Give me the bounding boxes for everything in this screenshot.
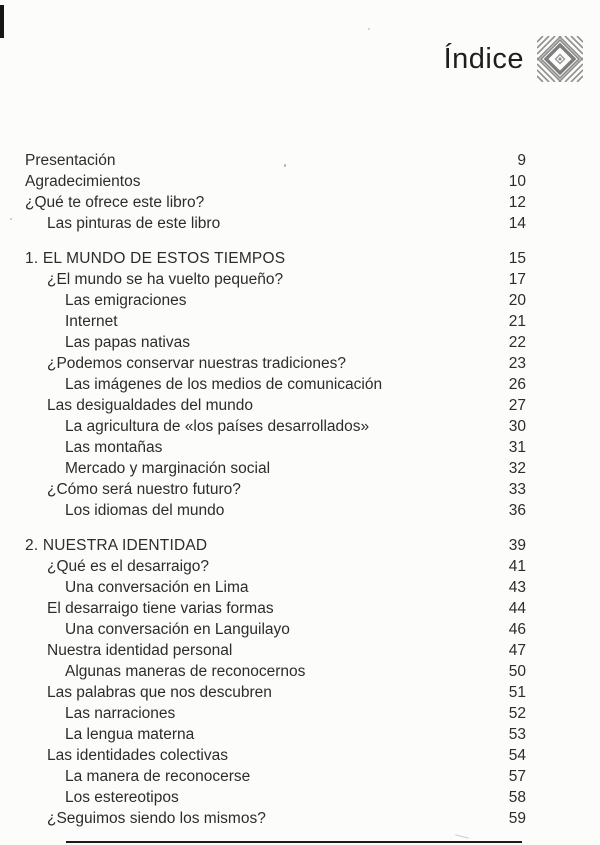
toc-entry-label: ¿Seguimos siendo los mismos?: [47, 810, 266, 827]
toc-entry-page-number: 17: [508, 271, 526, 288]
toc-entry-page-number: 26: [508, 376, 526, 393]
toc-entry-label: Las palabras que nos descubren: [47, 684, 272, 701]
toc-entry-page-number: 47: [508, 642, 526, 659]
scan-artifact-speck: [368, 28, 370, 30]
toc-entry-label: Algunas maneras de reconocernos: [65, 663, 306, 680]
toc-section-chapter-1: [25, 248, 526, 521]
toc-entry-row: [25, 766, 526, 787]
toc-entry-row: [25, 745, 526, 766]
toc-entry-page-number: 21: [508, 313, 526, 330]
toc-entry-row: [25, 458, 526, 479]
toc-entry-page-number: 53: [508, 726, 526, 743]
toc-entry-row: [25, 577, 526, 598]
toc-entry-row: [25, 353, 526, 374]
toc-entry-row: [25, 213, 526, 234]
andean-textile-diamond-icon: [537, 36, 583, 82]
toc-entry-label: Agradecimientos: [25, 173, 141, 190]
toc-entry-page-number: 22: [508, 334, 526, 351]
toc-entry-row: [25, 437, 526, 458]
toc-entry-page-number: 52: [508, 705, 526, 722]
toc-entry-page-number: 14: [508, 215, 526, 232]
toc-entry-row: [25, 171, 526, 192]
scan-artifact-speck: [10, 218, 12, 220]
toc-entry-label: La manera de reconocerse: [65, 768, 251, 785]
toc-entry-page-number: 41: [508, 558, 526, 575]
toc-entry-label: ¿Qué te ofrece este libro?: [25, 194, 205, 211]
scan-artifact-smudge: [455, 834, 469, 838]
toc-entry-row: [25, 640, 526, 661]
toc-entry-label: Las narraciones: [65, 705, 176, 722]
toc-entry-row: [25, 150, 526, 171]
toc-entry-page-number: 39: [508, 537, 526, 554]
toc-entry-label: Una conversación en Languilayo: [65, 621, 290, 638]
toc-entry-page-number: 59: [508, 810, 526, 827]
toc-entry-row: [25, 332, 526, 353]
toc-entry-page-number: 20: [508, 292, 526, 309]
toc-entry-label: Las imágenes de los medios de comunicación: [65, 376, 383, 393]
scan-artifact-bottom-line: [66, 841, 522, 843]
toc-entry-page-number: 57: [508, 768, 526, 785]
toc-chapter-row: [25, 248, 526, 269]
toc-entry-page-number: 51: [508, 684, 526, 701]
toc-entry-label: Los idiomas del mundo: [65, 502, 225, 519]
toc-entry-label: ¿Podemos conservar nuestras tradiciones?: [47, 355, 346, 372]
toc-entry-label: Internet: [65, 313, 118, 330]
toc-entry-label: ¿Cómo será nuestro futuro?: [47, 481, 241, 498]
toc-entry-page-number: 44: [508, 600, 526, 617]
toc-entry-page-number: 50: [508, 663, 526, 680]
toc-entry-row: [25, 290, 526, 311]
toc-entry-row: [25, 703, 526, 724]
toc-entry-row: [25, 556, 526, 577]
toc-entry-page-number: 10: [508, 173, 526, 190]
toc-entry-row: [25, 808, 526, 829]
toc-entry-page-number: 32: [508, 460, 526, 477]
toc-entry-label: Los estereotipos: [65, 789, 179, 806]
toc-entry-row: [25, 395, 526, 416]
toc-entry-row: [25, 787, 526, 808]
toc-entry-page-number: 27: [508, 397, 526, 414]
page-title: Índice: [443, 42, 524, 75]
toc-entry-row: [25, 416, 526, 437]
toc-entry-label: 1. EL MUNDO DE ESTOS TIEMPOS: [25, 250, 286, 267]
toc-entry-page-number: 9: [517, 152, 526, 169]
toc-entry-page-number: 23: [508, 355, 526, 372]
toc-entry-page-number: 43: [508, 579, 526, 596]
toc-section-front-matter: [25, 150, 526, 234]
toc-entry-label: Las pinturas de este libro: [47, 215, 221, 232]
toc-entry-page-number: 54: [508, 747, 526, 764]
index-header: [444, 36, 583, 82]
toc-entry-page-number: 58: [508, 789, 526, 806]
toc-entry-page-number: 30: [508, 418, 526, 435]
toc-entry-row: [25, 374, 526, 395]
toc-entry-label: Las desigualdades del mundo: [47, 397, 253, 414]
toc-entry-label: ¿El mundo se ha vuelto pequeño?: [47, 271, 284, 288]
toc-entry-label: La lengua materna: [65, 726, 195, 743]
toc-entry-label: Mercado y marginación social: [65, 460, 271, 477]
table-of-contents: [25, 150, 526, 829]
toc-entry-label: ¿Qué es el desarraigo?: [47, 558, 209, 575]
toc-section-chapter-2: [25, 535, 526, 829]
toc-entry-label: Presentación: [25, 152, 116, 169]
toc-entry-page-number: 36: [508, 502, 526, 519]
toc-entry-row: [25, 619, 526, 640]
toc-entry-page-number: 33: [508, 481, 526, 498]
toc-entry-label: Las montañas: [65, 439, 163, 456]
toc-entry-row: [25, 311, 526, 332]
toc-entry-label: Las identidades colectivas: [47, 747, 228, 764]
toc-entry-row: [25, 598, 526, 619]
toc-entry-row: [25, 500, 526, 521]
toc-entry-row: [25, 269, 526, 290]
toc-entry-page-number: 46: [508, 621, 526, 638]
scan-artifact-left-edge: [0, 5, 4, 38]
toc-entry-label: Nuestra identidad personal: [47, 642, 233, 659]
toc-entry-label: La agricultura de «los países desarrollados»: [65, 418, 370, 435]
toc-entry-label: Una conversación en Lima: [65, 579, 249, 596]
toc-entry-label: 2. NUESTRA IDENTIDAD: [25, 537, 208, 554]
toc-entry-row: [25, 479, 526, 500]
toc-entry-label: Las emigraciones: [65, 292, 187, 309]
toc-entry-label: El desarraigo tiene varias formas: [47, 600, 274, 617]
toc-entry-page-number: 15: [508, 250, 526, 267]
toc-entry-page-number: 12: [508, 194, 526, 211]
toc-entry-row: [25, 661, 526, 682]
toc-chapter-row: [25, 535, 526, 556]
toc-entry-row: [25, 724, 526, 745]
toc-entry-row: [25, 192, 526, 213]
toc-entry-row: [25, 682, 526, 703]
toc-entry-page-number: 31: [508, 439, 526, 456]
toc-entry-label: Las papas nativas: [65, 334, 190, 351]
